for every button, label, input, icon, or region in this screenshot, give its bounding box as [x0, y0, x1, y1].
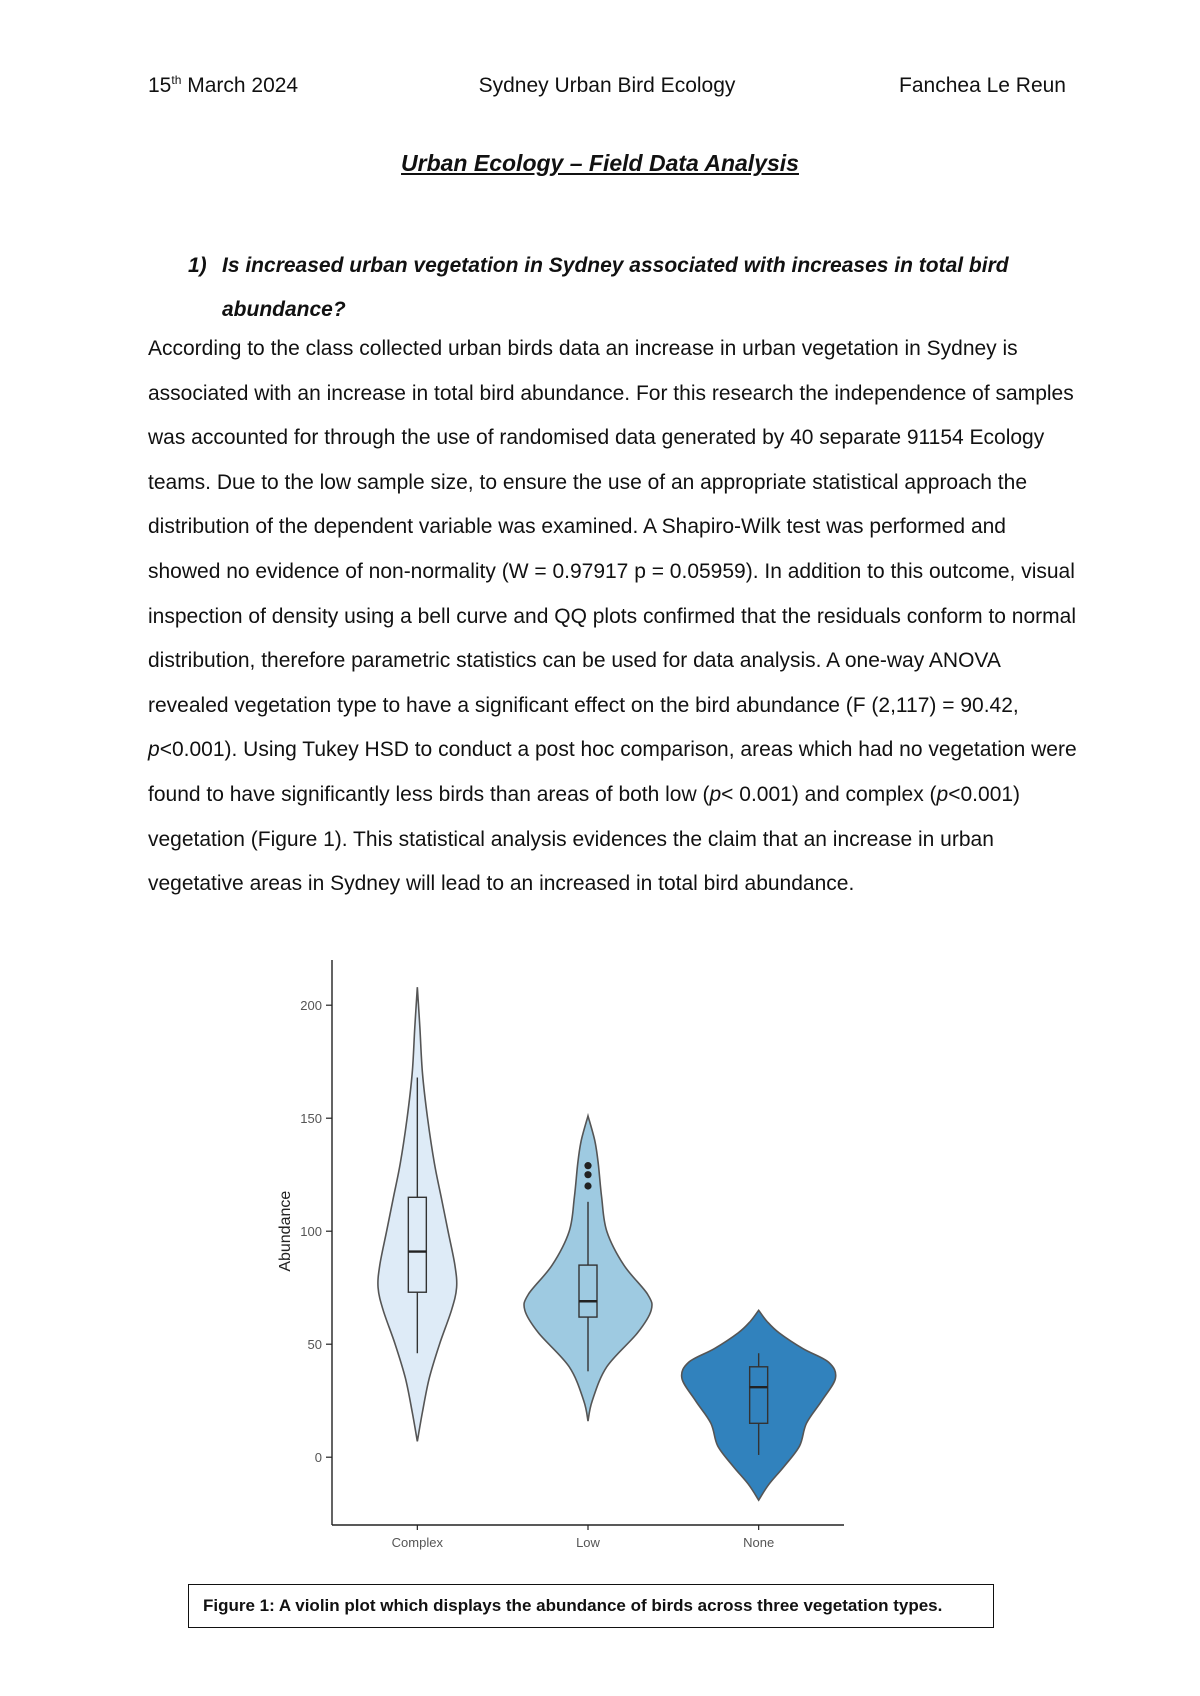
caption-label: Figure 1: [203, 1596, 275, 1615]
body-text-2: <0.001). Using Tukey HSD to conduct a post hoc comparison, areas which had no vegetation were found to have significantly less birds than areas of both low ( [148, 738, 1077, 806]
caption-text: A violin plot which displays the abundance of birds across three vegetation types. [274, 1596, 943, 1615]
italic-p-1: p [148, 738, 160, 762]
question-number: 1) [188, 254, 207, 277]
x-tick-label: Complex [391, 1535, 443, 1550]
x-tick-label: None [743, 1535, 775, 1550]
page-header [148, 74, 1066, 104]
question-heading [188, 244, 1068, 332]
body-text-3: < 0.001) and complex ( [721, 782, 937, 806]
body-paragraph [148, 327, 1078, 907]
date-day: 15 [148, 74, 172, 97]
y-tick-label: 50 [307, 1337, 322, 1353]
y-tick-label: 100 [300, 1224, 322, 1240]
italic-p-2: p [709, 782, 722, 806]
question-text: Is increased urban vegetation in Sydney associated with increases in total bird abundance? [222, 254, 1009, 321]
body-text-4: <0.001) vegetation (Figure 1). This statistical analysis evidences the claim that an increase in urban vegetative areas in Sydney will lead to an increased in total bird abundance. [148, 782, 1021, 896]
y-tick-label: 0 [314, 1450, 322, 1466]
document-title: Urban Ecology – Field Data Analysis [401, 150, 799, 176]
outlier-point [584, 1162, 591, 1169]
violin-none [682, 1310, 836, 1500]
y-tick-label: 200 [300, 998, 322, 1014]
header-course: Sydney Urban Bird Ecology [478, 74, 736, 97]
body-text-1: According to the class collected urban birds data an increase in urban vegetation in Sydney is associated with an increase in total bird abundance. For this research the independence of samples was accounted for through the use of randomised data generated by 40 separate 91154 Ecology teams. Due to the low sample size, to ensure the use of an appropriate statistical approach the distribution of the dependent variable was examined. A Shapiro-Wilk test was performed and showed no evidence of non-normality (W = 0.97917 p = 0.05959). In addition to this outcome, visual inspection of density using a bell curve and QQ plots confirmed that the residuals conform to normal distribution, therefore parametric statistics can be used for data analysis. A one-way ANOVA revealed vegetation type to have a significant effect on the bird abundance (F (2,117) = 90.42, [148, 337, 1076, 717]
date-rest: March 2024 [181, 74, 299, 97]
italic-p-3: p [936, 782, 949, 806]
outlier-point [584, 1171, 591, 1178]
y-tick-label: 150 [300, 1111, 322, 1127]
x-tick-label: Low [576, 1535, 600, 1550]
figure-caption [188, 1584, 994, 1628]
header-author: Fanchea Le Reun [899, 74, 1066, 97]
date-suffix: th [171, 73, 182, 87]
violin-complex [378, 987, 457, 1441]
outlier-point [584, 1182, 591, 1189]
y-axis-label: Abundance [277, 1190, 294, 1272]
violin-low [524, 1116, 652, 1421]
violin-chart [264, 960, 864, 1570]
